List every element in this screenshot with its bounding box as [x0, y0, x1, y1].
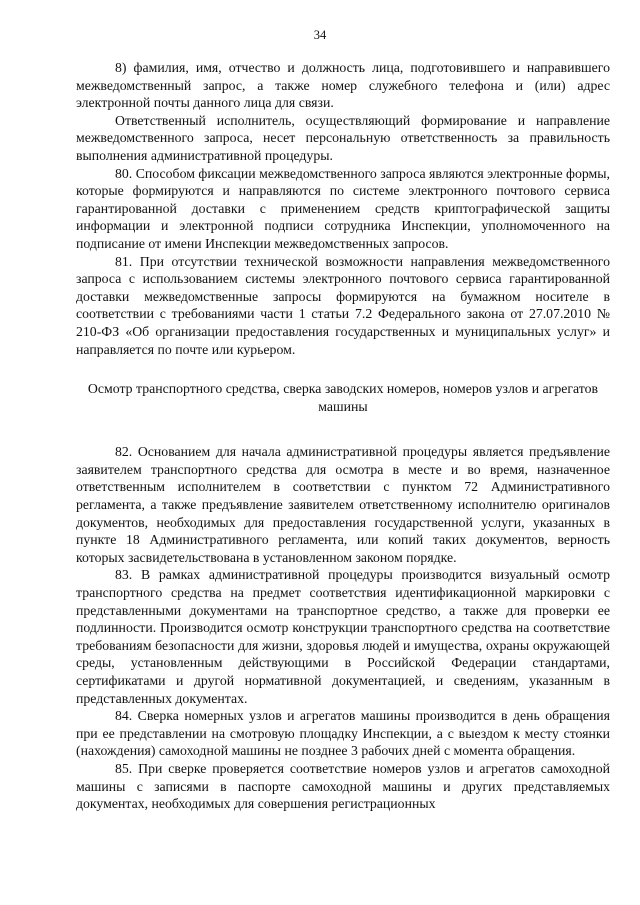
paragraph-81: 81. При отсутствии технической возможности направления межведомственного запроса с использованием системы электронного почтового сервиса гарантированной доставки межведомственные запросы формируются на бумажном носителе в соответствии с требованиями части 1 статьи 7.2 Федерального закона от 27.07.2010 № 210-ФЗ «Об организации предоставления государственных и муниципальных услуг» и направляется по почте или курьером. [76, 253, 610, 357]
paragraph-82: 82. Основанием для начала административной процедуры является предъявление заявителем транспортного средства для осмотра в месте и во время, назначенное ответственным исполнителем в соответствии с пунктом 72 Административного регламента, а также предъявление заявителем ответственному исполнителю оригиналов документов, необходимых для предоставления государственной услуги, указанных в пункте 18 Административного регламента, или копий таких документов, верность которых засвидетельствована в установленном законом порядке. [76, 444, 610, 565]
paragraph-85: 85. При сверке проверяется соответствие номеров узлов и агрегатов самоходной машины с записями в паспорте самоходной машины и других представляемых документах, необходимых для совершения регистрационных [76, 760, 610, 812]
paragraph-responsible-executor: Ответственный исполнитель, осуществляющий формирование и направление межведомственного запроса, несет персональную ответственность за правильность выполнения административной процедуры. [76, 112, 610, 163]
paragraph-80: 80. Способом фиксации межведомственного запроса являются электронные формы, которые формируются и направляются по системе электронного почтового сервиса гарантированной доставки с применением средств криптографической защиты информации и электронной подписи сотрудника Инспекции, уполномоченного на подписание от имени Инспекции межведомственных запросов. [76, 165, 610, 251]
document-body [76, 59, 610, 813]
paragraph-84: 84. Сверка номерных узлов и агрегатов машины производится в день обращения при ее представлении на смотровую площадку Инспекции, а с выездом к месту стоянки (нахождения) самоходной машины не позднее 3 рабочих дней с момента обращения. [76, 708, 610, 759]
paragraph-item-8: 8) фамилия, имя, отчество и должность лица, подготовившего и направившего межведомственный запрос, а также номер служебного телефона и (или) адрес электронной почты данного лица для связи. [76, 60, 610, 111]
section-heading: Осмотр транспортного средства, сверка заводских номеров, номеров узлов и агрегатов машины [87, 381, 599, 414]
paragraph-83: 83. В рамках административной процедуры производится визуальный осмотр транспортного средства на предмет соответствия идентификационной маркировки с представленными документами на транспортное средство, а также для проверки ее подлинности. Производится осмотр конструкции транспортного средства на соответствие требованиям безопасности для жизни, здоровья людей и имущества, охраны окружающей среды, установленным действующими в Российской Федерации стандартами, сертификатами и другой нормативной документацией, и сведениям, указанным в представленных документах. [76, 567, 610, 706]
page-number: 34 [313, 28, 327, 42]
